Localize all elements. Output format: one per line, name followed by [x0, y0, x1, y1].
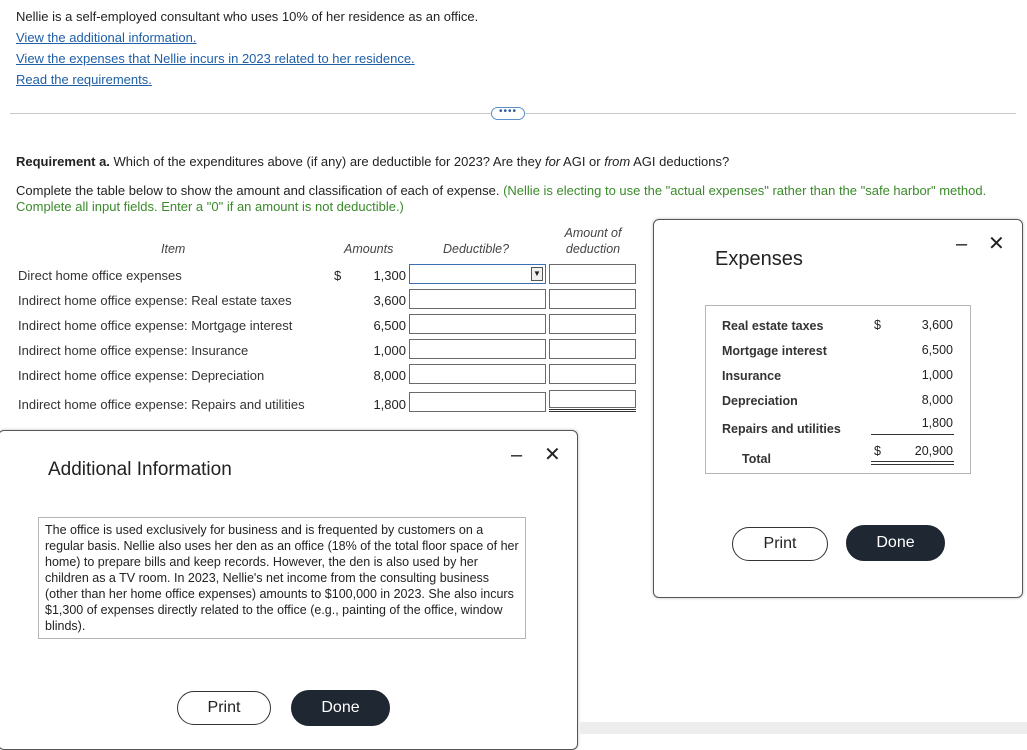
- done-button[interactable]: Done: [846, 525, 945, 561]
- deduction-input-real-estate[interactable]: [549, 289, 636, 309]
- currency-symbol: $: [874, 318, 881, 332]
- requirement-section: [16, 154, 1006, 228]
- deductible-select-real-estate[interactable]: [409, 289, 546, 309]
- done-button[interactable]: Done: [291, 690, 390, 726]
- requirement-question: Requirement a. Which of the expenditures above (if any) are deductible for 2023? Are they for AGI or from AGI deductions?: [16, 154, 730, 169]
- deductible-select-depreciation[interactable]: [409, 364, 546, 384]
- requirement-label: Requirement a.: [16, 154, 110, 169]
- requirements-link[interactable]: Read the requirements.: [16, 72, 152, 87]
- currency-symbol: $: [334, 268, 342, 283]
- total-label: Total: [742, 452, 771, 466]
- total-double-underline: [871, 464, 954, 465]
- total-underline: [549, 409, 636, 412]
- row-label-mortgage: Indirect home office expense: Mortgage interest: [18, 318, 293, 333]
- currency-symbol: $: [874, 444, 881, 458]
- amount-depreciation: 8,000: [373, 368, 406, 383]
- header-item: Item: [161, 242, 186, 256]
- expense-value: 1,000: [921, 368, 953, 382]
- row-label-repairs: Indirect home office expense: Repairs and utilities: [18, 397, 305, 412]
- expense-label: Mortgage interest: [722, 344, 827, 358]
- expense-value: 6,500: [921, 343, 953, 357]
- deduction-input-depreciation[interactable]: [549, 364, 636, 384]
- expense-label: Real estate taxes: [722, 319, 824, 333]
- row-label-direct: Direct home office expenses: [18, 268, 182, 283]
- deductible-select-mortgage[interactable]: [409, 314, 546, 334]
- info-text: The office is used exclusively for business and is frequented by customers on a regular basis. Nellie also uses her den as an office (18% of the total floor space of her home) to prepare bills and keep records. However, the den is also used by her children as a TV room. In 2023, Nellie's net income from the consulting business (other than her home office expenses) amounts to $100,000 in 2023. She also incurs $1,300 of expenses directly related to the office (e.g., painting of the office, window blinds).: [45, 523, 519, 633]
- expense-value: 1,800: [921, 416, 953, 430]
- deduction-input-mortgage[interactable]: [549, 314, 636, 334]
- instruction-note: (Nellie is electing to use the "actual expenses" rather than the "safe harbor" method. Complete all input fields. Enter a "0" if an amount is not deductible.): [16, 183, 987, 214]
- deduction-input-repairs[interactable]: [549, 390, 636, 408]
- expand-more-button[interactable]: ••••: [491, 107, 525, 120]
- total-underline: [871, 461, 954, 462]
- amount-direct: 1,300: [373, 268, 406, 283]
- print-button[interactable]: Print: [177, 691, 271, 725]
- close-icon[interactable]: ✕: [544, 444, 561, 466]
- additional-info-dialog: [0, 430, 578, 750]
- dropdown-arrow-icon: ▼: [531, 267, 543, 281]
- dialog-title: Additional Information: [48, 459, 232, 480]
- requirement-instruction: Complete the table below to show the amount and classification of each of expense. (Nellie is electing to use the "actual expenses" rather than the "safe harbor" method. Complete all input fields. Enter a "0" if an amount is not deductible.): [16, 183, 987, 214]
- deduction-input-insurance[interactable]: [549, 339, 636, 359]
- row-label-real-estate: Indirect home office expense: Real estate taxes: [18, 293, 292, 308]
- deductible-select-repairs[interactable]: [409, 392, 546, 412]
- info-text-box: [38, 517, 526, 639]
- deduction-input-direct[interactable]: [549, 264, 636, 284]
- minimize-icon[interactable]: –: [511, 444, 523, 466]
- amount-insurance: 1,000: [373, 343, 406, 358]
- expenses-table: [705, 305, 971, 474]
- intro-text: Nellie is a self-employed consultant who uses 10% of her residence as an office.: [16, 9, 479, 24]
- expenses-dialog: [653, 219, 1023, 598]
- deductible-select-insurance[interactable]: [409, 339, 546, 359]
- print-button[interactable]: Print: [732, 527, 828, 561]
- intro-section: [16, 6, 478, 90]
- expense-label: Insurance: [722, 369, 782, 383]
- additional-info-link[interactable]: View the additional information.: [16, 30, 197, 45]
- expense-label: Repairs and utilities: [722, 422, 841, 436]
- minimize-icon[interactable]: –: [956, 233, 968, 255]
- amount-real-estate: 3,600: [373, 293, 406, 308]
- expense-value: 8,000: [921, 393, 953, 407]
- header-amount-of: Amount of: [564, 226, 622, 240]
- amount-mortgage: 6,500: [373, 318, 406, 333]
- amount-repairs: 1,800: [373, 397, 406, 412]
- row-label-insurance: Indirect home office expense: Insurance: [18, 343, 249, 358]
- header-deduction: deduction: [565, 242, 621, 256]
- row-label-depreciation: Indirect home office expense: Depreciation: [18, 368, 265, 383]
- expenses-link[interactable]: View the expenses that Nellie incurs in 2023 related to her residence.: [16, 51, 415, 66]
- deductible-select-direct[interactable]: [409, 264, 546, 284]
- bottom-scroll-strip: [580, 722, 1027, 734]
- header-deductible: Deductible?: [443, 242, 510, 256]
- total-value: 20,900: [914, 444, 953, 458]
- close-icon[interactable]: ✕: [988, 233, 1005, 255]
- header-amounts: Amounts: [344, 242, 394, 256]
- subtotal-line: [871, 434, 954, 435]
- expense-value: 3,600: [921, 318, 953, 332]
- dialog-title: Expenses: [715, 248, 803, 270]
- expense-label: Depreciation: [722, 394, 798, 408]
